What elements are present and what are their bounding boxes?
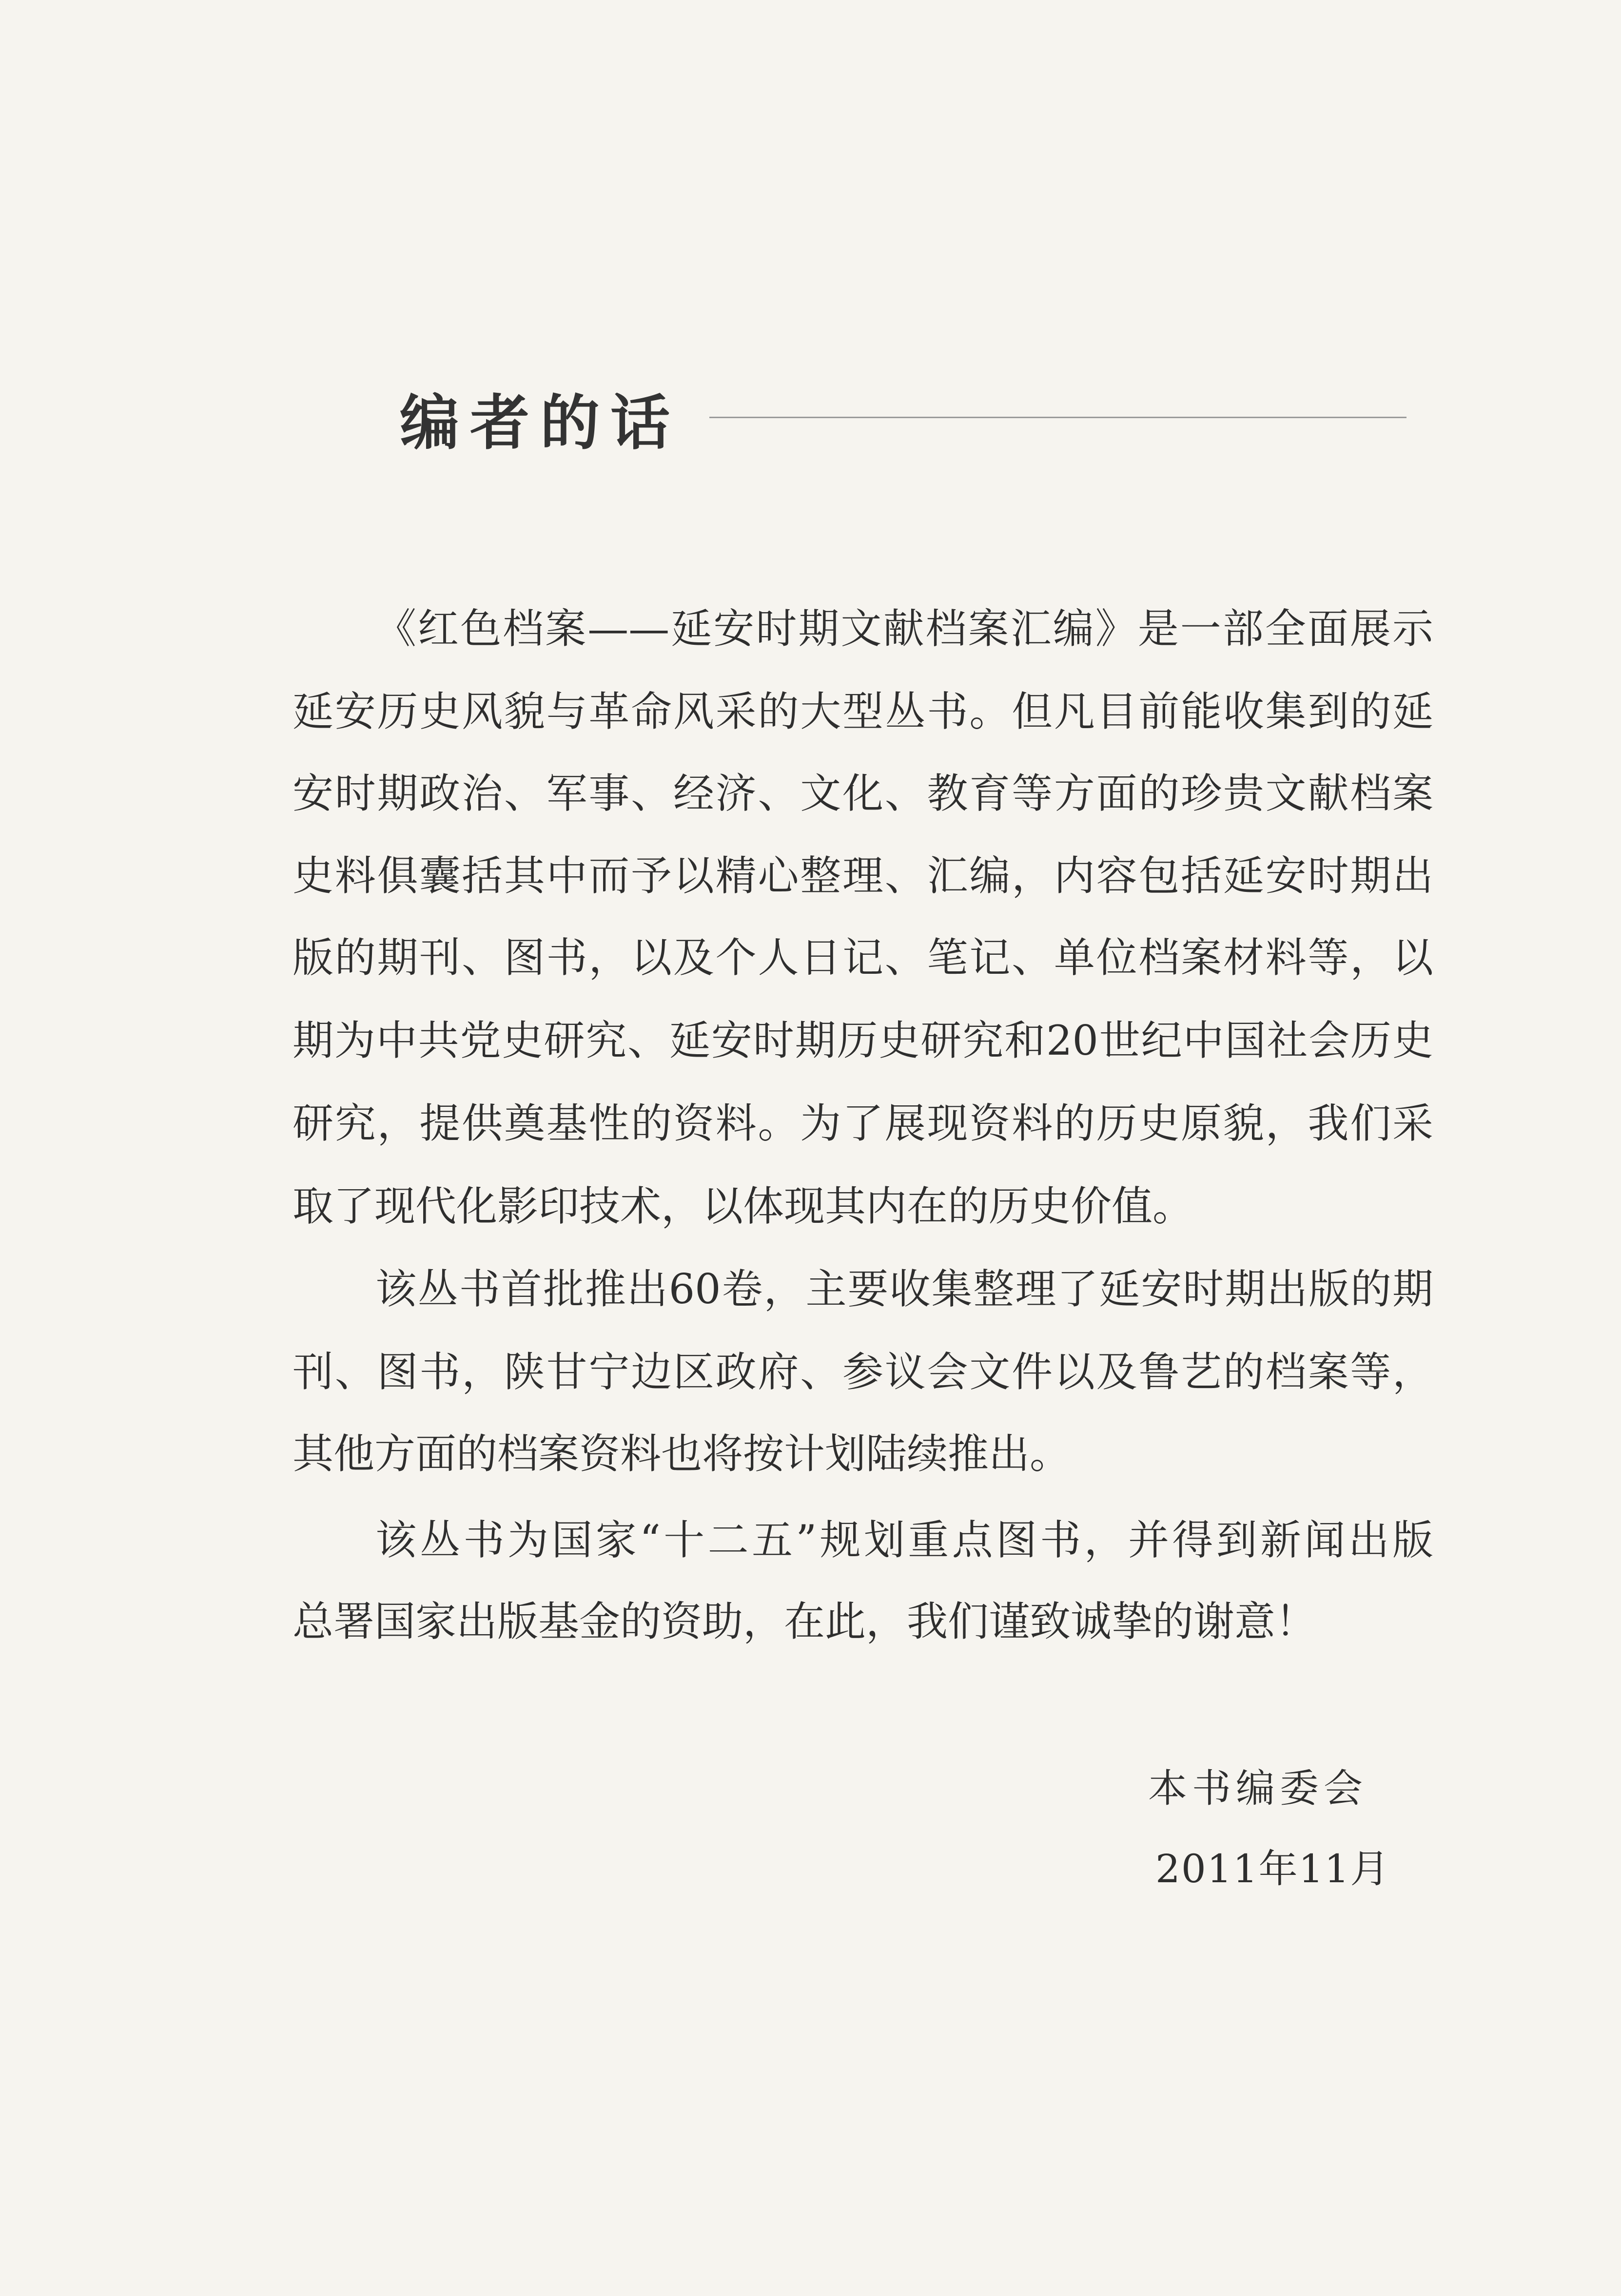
text-line: 安时期政治、军事、经济、文化、教育等方面的珍贵文献档案 — [293, 770, 1433, 817]
text-line: 刊、图书，陕甘宁边区政府、参议会文件以及鲁艺的档案等， — [293, 1348, 1433, 1396]
signature-author: 本书编委会 — [1148, 1766, 1367, 1811]
text-line: 该丛书为国家“十二五”规划重点图书，并得到新闻出版 — [375, 1516, 1433, 1564]
text-line: 《红色档案——延安时期文献档案汇编》是一部全面展示 — [375, 605, 1433, 653]
text-line: 取了现代化影印技术，以体现其内在的历史价值。 — [293, 1182, 1194, 1230]
text-line: 延安历史风貌与革命风采的大型丛书。但凡目前能收集到的延 — [293, 688, 1433, 735]
text-line: 其他方面的档案资料也将按计划陆续推出。 — [293, 1430, 1071, 1478]
page-title: 编者的话 — [400, 388, 681, 458]
text-line: 总署国家出版基金的资助，在此，我们谨致诚挚的谢意！ — [293, 1598, 1317, 1645]
text-line: 史料俱囊括其中而予以精心整理、汇编，内容包括延安时期出 — [293, 852, 1433, 900]
title-rule — [709, 417, 1406, 418]
text-line: 研究，提供奠基性的资料。为了展现资料的历史原貌，我们采 — [293, 1100, 1433, 1147]
text-line: 版的期刊、图书，以及个人日记、笔记、单位档案材料等，以 — [293, 934, 1433, 982]
text-line: 期为中共党史研究、延安时期历史研究和20世纪中国社会历史 — [293, 1017, 1433, 1064]
signature-date: 2011年11月 — [1155, 1846, 1390, 1891]
text-line: 该丛书首批推出60卷，主要收集整理了延安时期出版的期 — [375, 1265, 1433, 1313]
